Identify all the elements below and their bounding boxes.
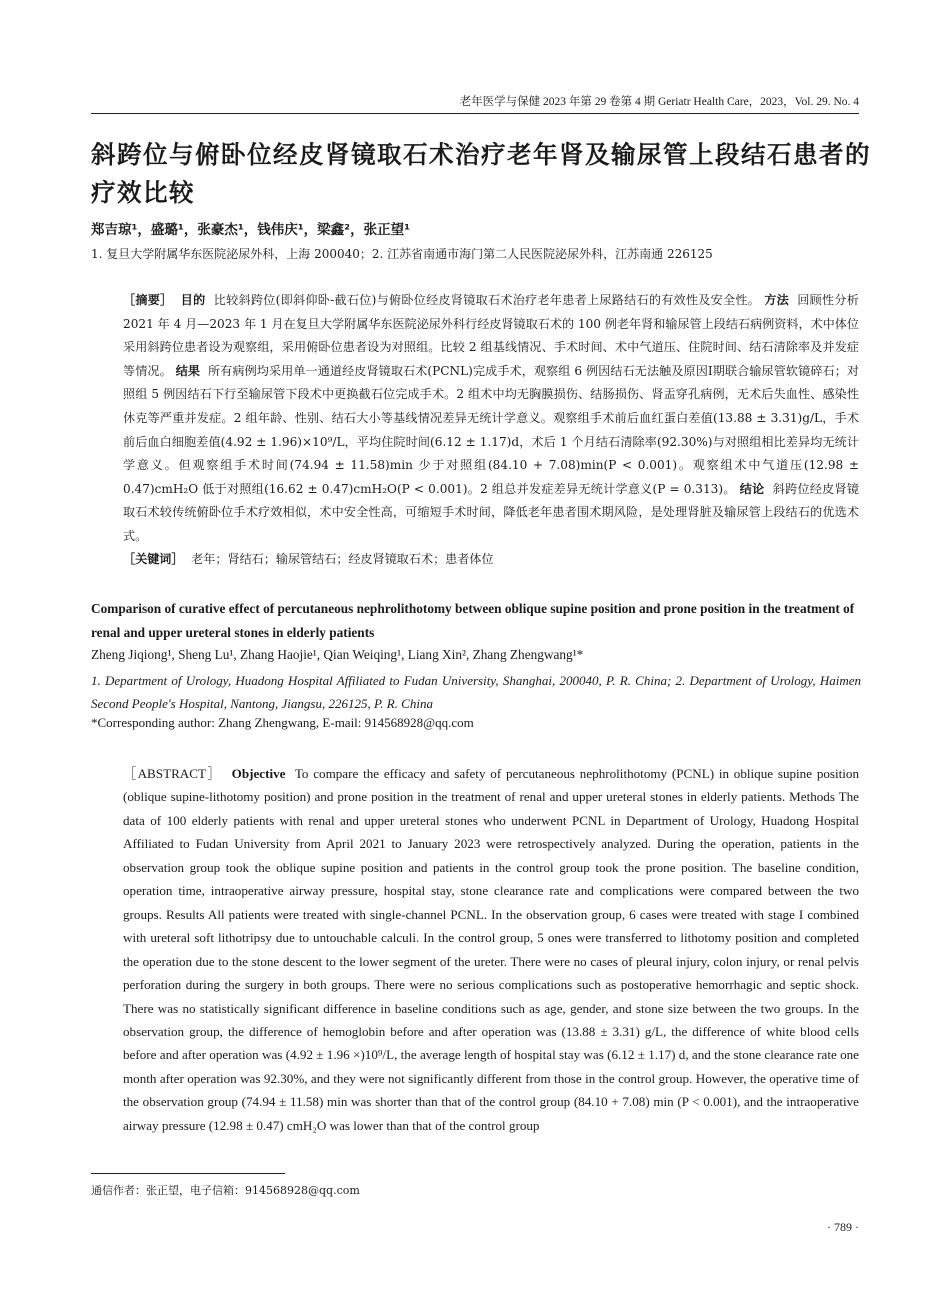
abstract-en xyxy=(123,762,859,1137)
keywords-text-cn: 老年；肾结石；输尿管结石；经皮肾镜取石术；患者体位 xyxy=(191,552,494,566)
corresponding-author-en: *Corresponding author: Zhang Zhengwang, E-mail: 914568928@qq.com xyxy=(91,715,474,730)
abstract-label-en: ［ABSTRACT］ xyxy=(123,766,223,781)
abstract-body-en: To compare the efficacy and safety of percutaneous nephrolithotomy (PCNL) in oblique supine position (oblique supine-lithotomy position) and prone position in the treatment of renal and upper ureteral stones in elderly patients. Methods The data of 100 elderly patients with renal and upper ureteral stones who underwent PCNL in Department of Urology, Huadong Hospital Affiliated to Fudan University from April 2021 to January 2023 were retrospectively analyzed. During the operation, patients in the observation group took the oblique supine position and patients in the control group took the prone position. The baseline condition, operation time, intraoperative airway pressure, hospital stay, stone clearance rate and complications were compared between the two groups. Results All patients were treated with single-channel PCNL. In the observation group, 6 cases were treated with stage I combined with ureteral soft lithotripsy due to untouchable calculi. In the control group, 5 ones were transferred to lithotomy position and completed the operation due to the stone descent to the lower segment of the ureter. There were no cases of pleural injury, colon injury, or renal pelvis perforation during the surgery in both groups. There were no serious complications such as postoperative hemorrhagic and septic shock. There was no statistically significant difference in baseline conditions such as age, gender, and stone size between the two groups. In the observation group, the difference of hemoglobin before and after operation was (13.88 ± 3.31) g/L, the difference of white blood cells before and after operation was (4.92 ± 1.96 ×)10⁹/L, the average length of hospital stay was (6.12 ± 1.17) d, and the stone clearance rate one month after operation was 92.30%, and they were not significantly different from those in the control group. However, the operative time of the observation group (74.94 ± 11.58) min was shorter than that of the control group (84.10 + 7.08) min (P < 0.001), and the intraoperative airway pressure (12.98 ± 0.47) cmH₂O was lower than that of the control group xyxy=(123,766,860,1133)
keywords-label-cn: ［关键词］ xyxy=(123,552,184,566)
conclusion-label-cn: 结论 xyxy=(739,481,765,496)
abstract-cn xyxy=(123,289,859,549)
objective-text-cn: 比较斜跨位(即斜仰卧-截石位)与俯卧位经皮肾镜取石术治疗老年患者上尿路结石的有效性及安全性。 xyxy=(213,293,761,307)
affiliation-cn: 1. 复旦大学附属华东医院泌尿外科，上海 200040；2. 江苏省南通市海门第二人民医院泌尿外科，江苏南通 226125 xyxy=(91,247,713,261)
methods-text-cn: 回顾性分析 2021 年 4 月—2023 年 1 月在复旦大学附属华东医院泌尿外科行经皮肾镜取石术的 100 例老年肾和输尿管上段结石病例资料，术中体位采用斜跨位患者设为观察组，采用俯卧位患者设为对照组。比较 2 组基线情况、手术时间、术中气道压、住院时间、结石清除率及并发症等情况。 xyxy=(123,293,859,378)
objective-label-cn: 目的 xyxy=(180,293,206,307)
keywords-cn xyxy=(123,548,859,572)
affiliation-en: 1. Department of Urology, Huadong Hospital Affiliated to Fudan University, Shanghai, 200040, P. R. China; 2. Department of Urology, Haimen Second People's Hospital, Nantong, Jiangsu, 226125, P. R. China xyxy=(91,673,861,711)
article-title-cn: 斜跨位与俯卧位经皮肾镜取石术治疗老年肾及输尿管上段结石患者的疗效比较 xyxy=(91,140,871,207)
abstract-label-cn: ［摘要］ xyxy=(123,293,173,307)
footnote-rule xyxy=(91,1173,285,1174)
authors-en: Zheng Jiqiong¹, Sheng Lu¹, Zhang Haojie¹, Qian Weiqing¹, Liang Xin², Zhang Zhengwang¹* xyxy=(91,647,584,662)
methods-label-cn: 方法 xyxy=(764,293,790,307)
results-text-cn: 所有病例均采用单一通道经皮肾镜取石术(PCNL)完成手术，观察组 6 例因结石无法触及原因Ⅰ期联合输尿管软镜碎石；对照组 5 例因结石下行至输尿管下段术中更换截石位完成手术。2 组术中均无胸膜损伤、结肠损伤、肾盂穿孔病例，无术后失血性、感染性休克等严重并发症。2 组年龄、性别、结石大小等基线情况差异无统计学意义。观察组手术前后血红蛋白差值(13.88 ± 3.31)g/L，手术前后血白细胞差值(4.92 ± 1.96)×10⁹/L，平均住院时间(6.12 ± 1.17)d，术后 1 个月结石清除率(92.30%)与对照组相比差异均无统计学意义。但观察组手术时间(74.94 ± 11.58)min 少于对照组(84.10 + 7.08)min(P < 0.001)。观察组术中气道压(12.98 ± 0.47)cmH₂O 低于对照组(16.62 ± 0.47)cmH₂O(P < 0.001)。2 组总并发症差异无统计学意义(P = 0.313)。 xyxy=(123,363,859,496)
page-number: · 789 · xyxy=(827,1220,859,1234)
results-label-cn: 结果 xyxy=(175,363,201,378)
authors-cn: 郑吉琼¹，盛璐¹，张豪杰¹，钱伟庆¹，梁鑫²，张正望¹ xyxy=(91,222,410,238)
header-rule xyxy=(91,113,859,114)
conclusion-text-cn: 斜跨位经皮肾镜取石术较传统俯卧位手术疗效相似，术中安全性高，可缩短手术时间，降低老年患者围术期风险，是处理肾脏及输尿管上段结石的优选术式。 xyxy=(123,481,859,543)
running-head: 老年医学与保健 2023 年第 29 卷第 4 期 Geriatr Health Care，2023，Vol. 29. No. 4 xyxy=(459,96,859,108)
objective-label-en: Objective xyxy=(231,766,286,781)
article-title-en: Comparison of curative effect of percutaneous nephrolithotomy between oblique supine position and prone position in the treatment of renal and upper ureteral stones in elderly patients xyxy=(91,601,855,640)
footnote-corresponding: 通信作者：张正望，电子信箱：914568928@qq.com xyxy=(91,1184,360,1197)
